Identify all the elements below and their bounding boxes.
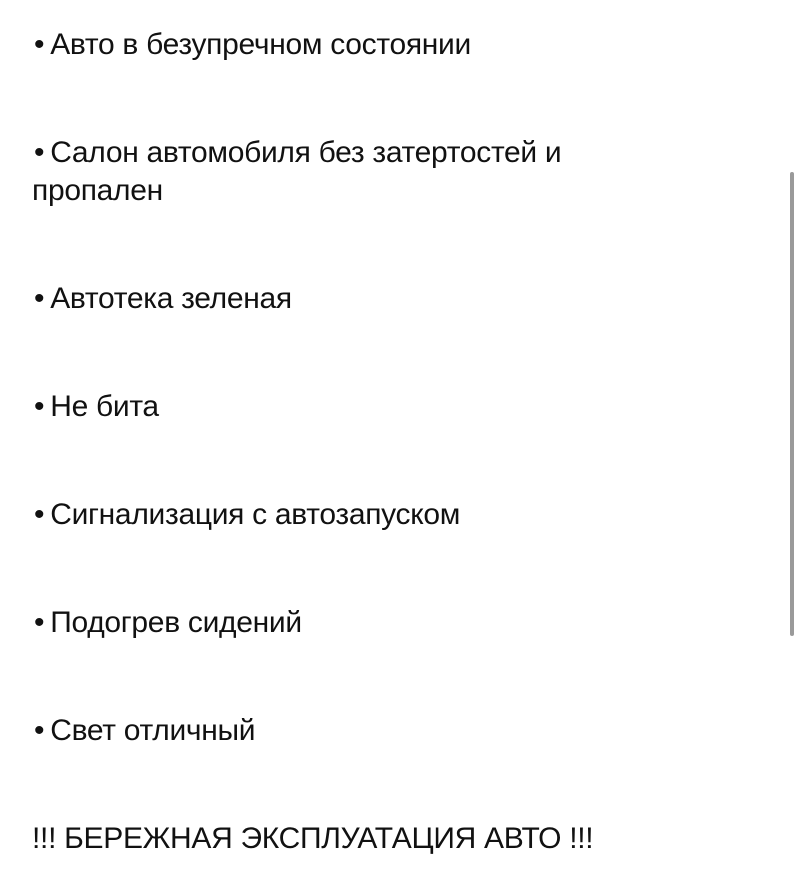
bullet-icon: • [34,390,45,423]
list-item [32,280,752,318]
item-text: Авто в безупречном состоянии [50,28,471,61]
item-text: Свет отличный [50,714,256,747]
bullet-icon: • [34,136,45,169]
list-item [32,134,672,210]
list-item [32,712,752,750]
list-item [32,388,752,426]
scrollbar[interactable] [790,172,794,636]
item-text: Не бита [50,390,159,423]
bullet-icon: • [34,282,45,315]
bullet-icon: • [34,606,45,639]
footer-note: !!! БЕРЕЖНАЯ ЭКСПЛУАТАЦИЯ АВТО !!! [32,822,594,855]
bullet-icon: • [34,498,45,531]
item-text: Салон автомобиля без затертостей и пропален [32,136,562,207]
item-text: Автотека зеленая [50,282,292,315]
item-text: Сигнализация с автозапуском [50,498,461,531]
description-text [32,26,752,888]
bullet-icon: • [34,714,45,747]
bullet-icon: • [34,28,45,61]
list-item [32,604,752,642]
list-item [32,26,752,64]
item-text: Подогрев сидений [50,606,302,639]
list-item [32,496,752,534]
